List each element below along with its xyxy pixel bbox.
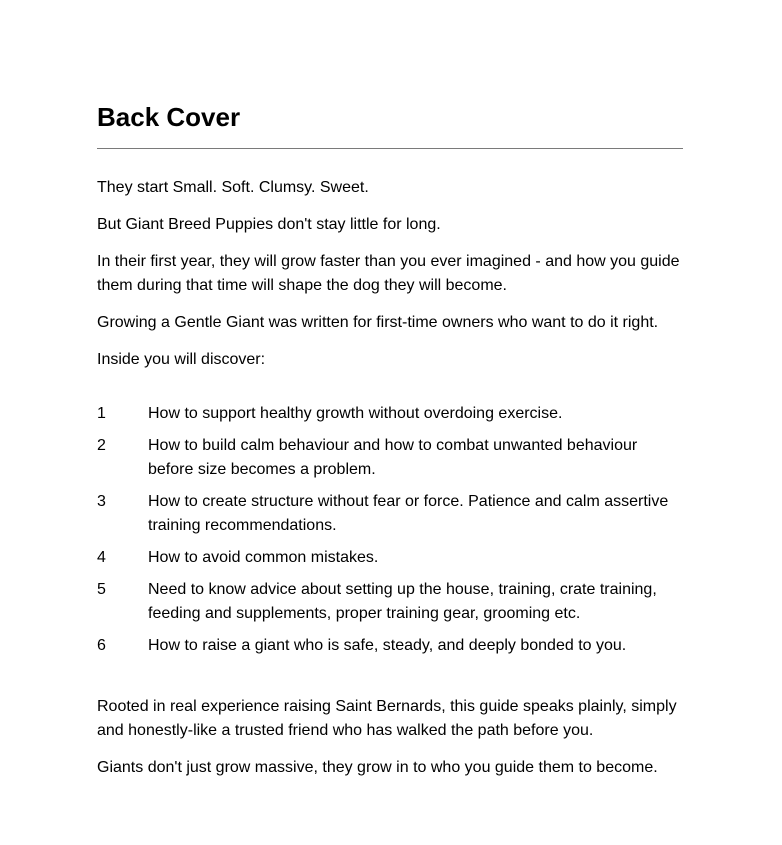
intro-paragraph: Inside you will discover:: [97, 351, 266, 368]
intro-paragraph: Growing a Gentle Giant was written for first-time owners who want to do it right.: [97, 314, 659, 331]
page-content: [97, 98, 683, 793]
list-item-number: 1: [97, 405, 106, 422]
closing-paragraph: Giants don't just grow massive, they grow in to who you guide them to become.: [97, 759, 658, 776]
list-item-number: 3: [97, 493, 106, 510]
closing-section: [97, 695, 683, 780]
list-item-text: How to build calm behaviour and how to combat unwanted behaviour before size becomes a problem.: [148, 437, 638, 478]
intro-paragraph: But Giant Breed Puppies don't stay little for long.: [97, 216, 441, 233]
intro-paragraph: They start Small. Soft. Clumsy. Sweet.: [97, 179, 369, 196]
intro-paragraph: In their first year, they will grow faster than you ever imagined - and how you guide them during that time will shape the dog they will become.: [97, 253, 680, 294]
title-divider: [97, 148, 683, 149]
list-item: [97, 578, 683, 626]
intro-section: [97, 176, 683, 372]
list-item-text: How to avoid common mistakes.: [148, 549, 379, 566]
list-item-text: How to raise a giant who is safe, steady, and deeply bonded to you.: [148, 637, 627, 654]
list-item-text: Need to know advice about setting up the house, training, crate training, feeding and supplements, proper training gear, grooming etc.: [148, 581, 657, 622]
list-item: [97, 434, 683, 482]
page-title: Back Cover: [97, 102, 241, 132]
list-item-number: 5: [97, 581, 106, 598]
list-item: [97, 634, 683, 658]
list-item: [97, 546, 683, 570]
discovery-list: [97, 402, 683, 658]
list-item-text: How to support healthy growth without overdoing exercise.: [148, 405, 563, 422]
list-item-text: How to create structure without fear or force. Patience and calm assertive training recommendations.: [148, 493, 669, 534]
list-item-number: 4: [97, 549, 106, 566]
list-item-number: 2: [97, 437, 106, 454]
list-item: [97, 490, 683, 538]
list-item: [97, 402, 683, 426]
closing-paragraph: Rooted in real experience raising Saint Bernards, this guide speaks plainly, simply and honestly-like a trusted friend who has walked the path before you.: [97, 698, 677, 739]
list-item-number: 6: [97, 637, 106, 654]
